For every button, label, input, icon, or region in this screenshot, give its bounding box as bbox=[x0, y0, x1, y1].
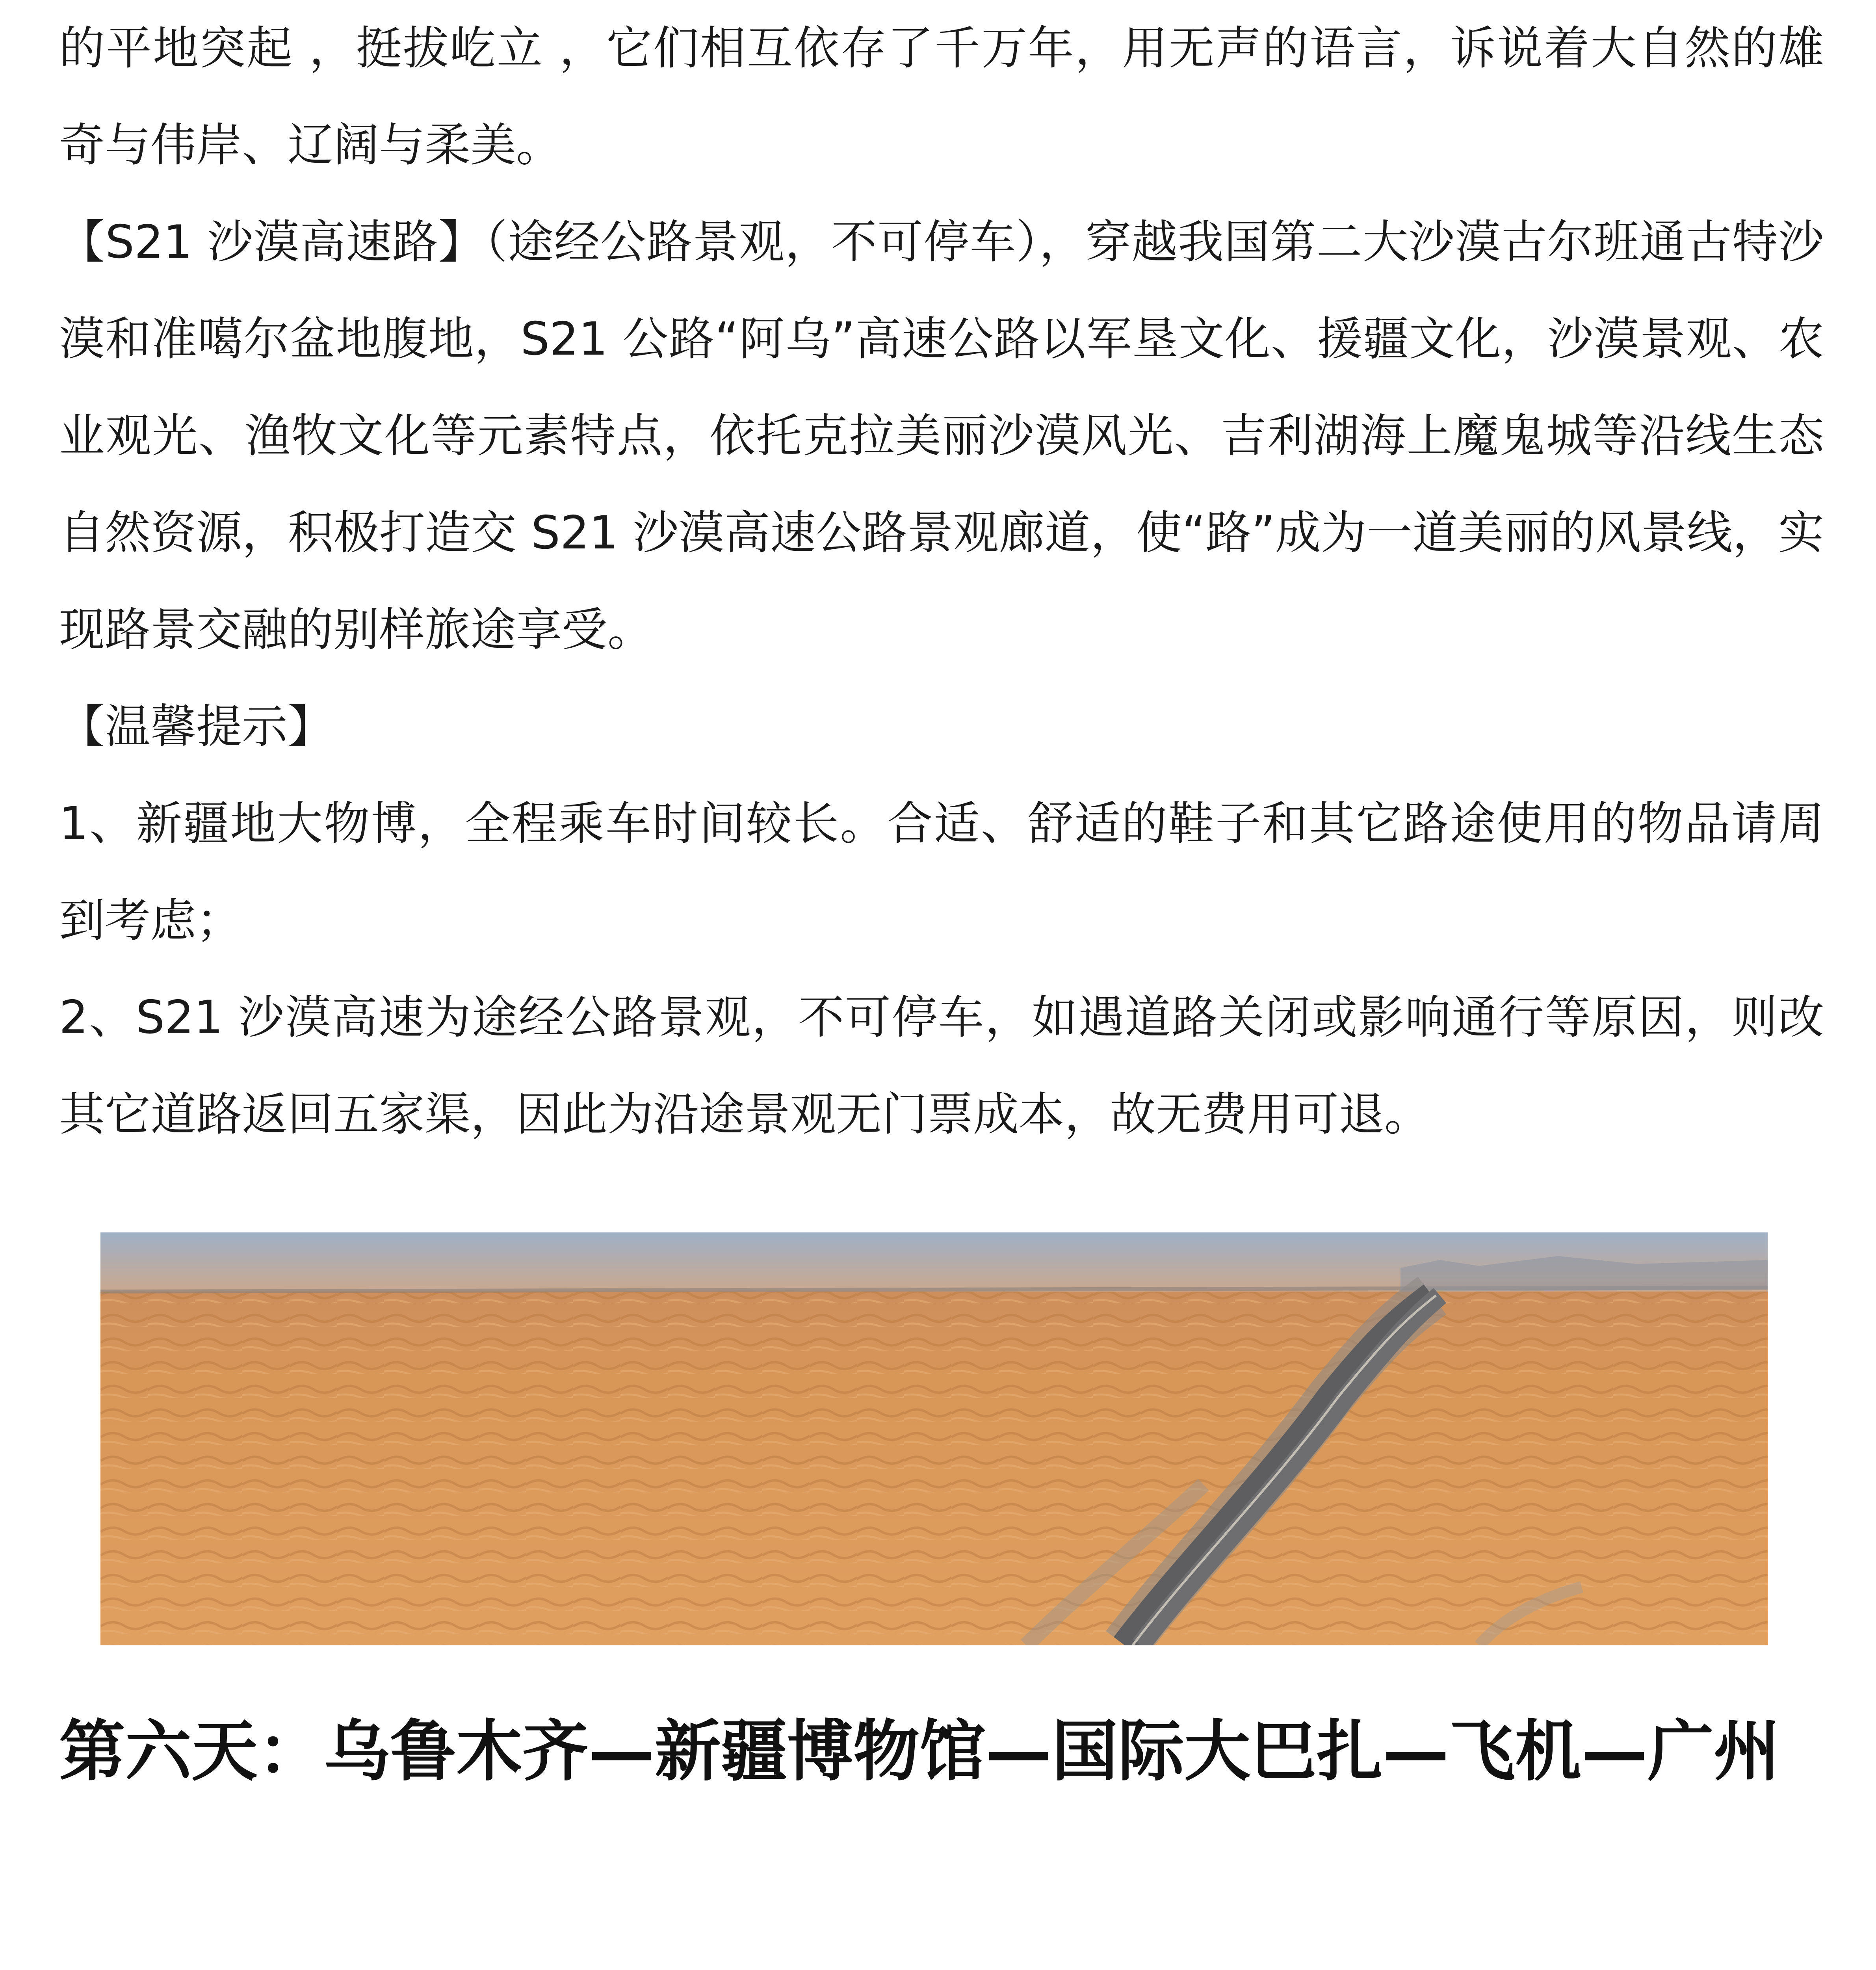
meals-row bbox=[59, 1966, 1824, 1970]
paragraph-rock-landscape: 的平地突起 ，挺拔屹立 ，它们相互依存了千万年，用无声的语言，诉说着大自然的雄奇与伟岸、辽阔与柔美。 bbox=[59, 22, 1824, 172]
page-content bbox=[59, 0, 1824, 1163]
desert-highway-photo bbox=[100, 1232, 1768, 1645]
day-six-title: 第六天：乌鲁木齐—新疆博物馆—国际大巴扎—飞机—广州 bbox=[59, 1713, 1780, 1790]
tip-item-2: 2、S21 沙漠高速为途经公路景观，不可停车，如遇道路关闭或影响通行等原因，则改其它道路返回五家渠，因此为沿途景观无门票成本，故无费用可退。 bbox=[59, 991, 1824, 1141]
meal-breakfast bbox=[59, 1966, 379, 1970]
desert-highway-image bbox=[100, 1232, 1768, 1645]
tips-heading: 【温馨提示】 bbox=[59, 700, 333, 753]
meal-dinner bbox=[1353, 1966, 1582, 1970]
meal-lunch bbox=[743, 1966, 971, 1970]
tip-item-1: 1、新疆地大物博，全程乘车时间较长。合适、舒适的鞋子和其它路途使用的物品请周到考虑； bbox=[59, 797, 1824, 947]
paragraph-s21-highway: 【S21 沙漠高速路】（途经公路景观，不可停车），穿越我国第二大沙漠古尔班通古特沙漠和准噶尔盆地腹地，S21 公路“阿乌”高速公路以军垦文化、援疆文化，沙漠景观、农业观光、渔牧文化等元素特点，依托克拉美丽沙漠风光、吉利湖海上魔鬼城等沿线生态自然资源，积极打造交 S21 沙漠高速公路景观廊道，使“路”成为一道美丽的风景线，实现路景交融的别样旅途享受。 bbox=[59, 216, 1824, 656]
